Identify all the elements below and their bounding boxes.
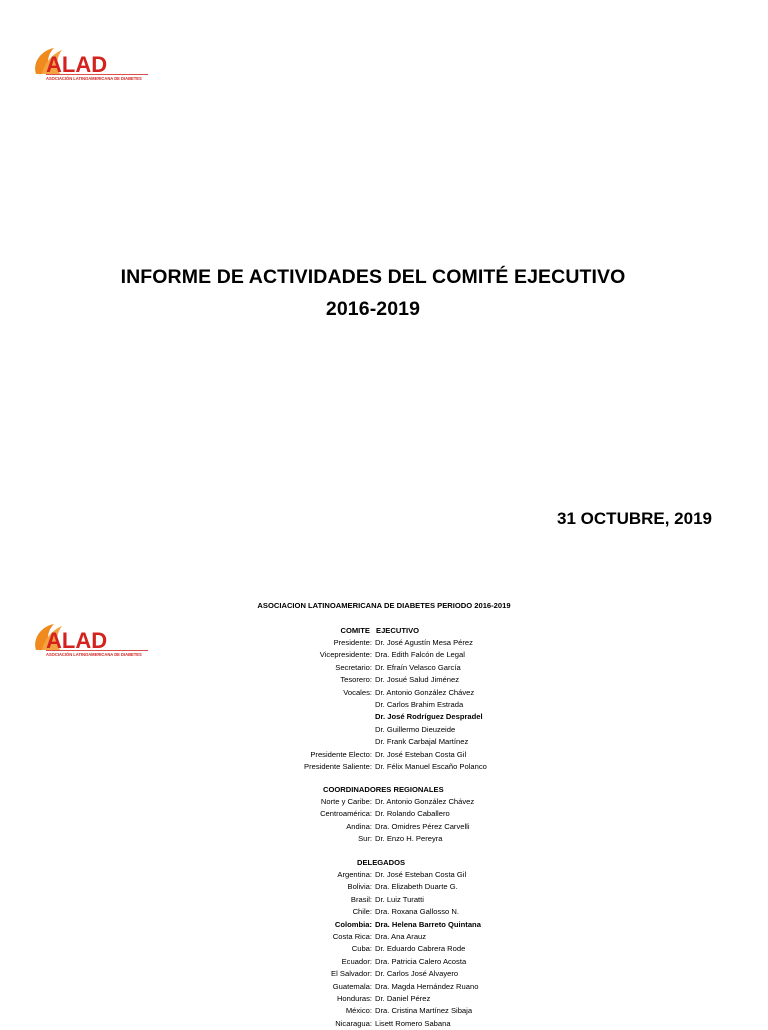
roster-member-name: Dr. José Esteban Costa Gil	[375, 749, 467, 759]
report-period: 2016-2019	[325, 298, 421, 320]
roster-row	[0, 649, 768, 661]
roster-row	[0, 808, 768, 820]
roster-row	[0, 833, 768, 845]
roster-row	[0, 869, 768, 881]
roster-row	[0, 931, 768, 943]
coordinadores-list	[0, 796, 768, 846]
roster-heading: ASOCIACION LATINOAMERICANA DE DIABETES PERIODO 2016-2019	[257, 601, 511, 610]
roster-member-name: Dr. Carlos Brahim Estrada	[375, 699, 464, 709]
roster-role-label: Bolivia:	[347, 882, 372, 892]
roster-row	[0, 956, 768, 968]
roster-row	[0, 796, 768, 808]
roster-role-label: México:	[345, 1006, 372, 1016]
roster-member-name: Dr. Guillermo Dieuzeide	[375, 724, 456, 734]
roster-role-label: Andina:	[346, 821, 372, 831]
roster-role-label: Vocales:	[343, 687, 372, 697]
roster-member-name: Dr. Antonio González Chávez	[375, 687, 475, 697]
roster-member-name: Dra. Ana Arauz	[375, 931, 427, 941]
roster-role-label: Sur:	[358, 834, 372, 844]
svg-text:ALAD: ALAD	[46, 628, 108, 653]
roster-role-label: Honduras:	[336, 993, 372, 1003]
roster-member-name: Dr. Félix Manuel Escaño Polanco	[375, 761, 487, 771]
roster-member-name: Dr. Josué Salud Jiménez	[375, 675, 459, 685]
roster-row	[0, 662, 768, 674]
roster-row	[0, 674, 768, 686]
roster-row	[0, 736, 768, 748]
roster-member-name: Dr. Daniel Pérez	[375, 993, 431, 1003]
roster-member-name: Dra. Helena Barreto Quintana	[375, 919, 481, 929]
roster-role-label: Ecuador:	[341, 956, 372, 966]
svg-text:ALAD: ALAD	[46, 52, 108, 77]
roster-member-name: Dr. José Esteban Costa Gil	[375, 870, 467, 879]
roster-member-name: Dr. Antonio González Chávez	[375, 797, 475, 806]
roster-member-name: Dr. Carlos José Alvayero	[375, 969, 459, 979]
roster-member-name: Dr. Frank Carbajal Martínez	[375, 737, 469, 747]
roster-role-label: Presidente Saliente:	[304, 761, 372, 771]
roster-row	[0, 894, 768, 906]
roster-member-name: Dra. Omidres Pérez Carvelli	[375, 821, 470, 831]
roster-row	[0, 881, 768, 893]
roster-role-label: Guatemala:	[332, 981, 372, 991]
delegados-list	[0, 869, 768, 1030]
roster-role-label: Presidente:	[333, 638, 372, 647]
roster-row	[0, 761, 768, 773]
coordinadores-heading-text: COORDINADORES REGIONALES	[323, 785, 444, 794]
roster-member-name: Dr. Eduardo Cabrera Rode	[375, 944, 466, 954]
roster-row	[0, 981, 768, 993]
roster-role-label: Costa Rica:	[332, 931, 372, 941]
report-date: 31 OCTUBRE, 2019	[557, 509, 712, 528]
svg-text:ASOCIACIÓN LATINOAMERICANA DE: ASOCIACIÓN LATINOAMERICANA DE DIABETES	[46, 652, 142, 657]
roster-role-label: Tesorero:	[340, 675, 372, 685]
roster-row	[0, 993, 768, 1005]
svg-text:ASOCIACIÓN LATINOAMERICANA DE: ASOCIACIÓN LATINOAMERICANA DE DIABETES	[46, 76, 142, 81]
roster-member-name: Dra. Cristina Martínez Sibaja	[375, 1006, 473, 1016]
comite-heading-right: EJECUTIVO	[376, 626, 420, 635]
roster-role-label: Colombia:	[334, 919, 372, 929]
roster-role-label: Centroamérica:	[320, 809, 372, 819]
roster-member-name: Lisett Romero Sabana	[375, 1018, 451, 1028]
roster-row	[0, 919, 768, 931]
roster-row	[0, 724, 768, 736]
roster-row	[0, 711, 768, 723]
roster-role-label: Vicepresidente:	[319, 650, 372, 660]
roster-row	[0, 1005, 768, 1017]
roster-row	[0, 749, 768, 761]
roster-role-label: El Salvador:	[331, 969, 372, 979]
roster-member-name: Dr. Luiz Turatti	[375, 894, 424, 904]
roster-member-name: Dr. Enzo H. Pereyra	[375, 834, 443, 844]
roster-role-label: Argentina:	[337, 870, 372, 879]
roster-row	[0, 699, 768, 711]
roster-member-name: Dr. Efraín Velasco García	[375, 662, 461, 672]
alad-logo	[32, 44, 150, 84]
roster-row	[0, 943, 768, 955]
roster-member-name: Dra. Patricia Calero Acosta	[375, 956, 467, 966]
roster-member-name: Dra. Roxana Gallosso N.	[375, 907, 459, 917]
roster-role-label: Secretario:	[335, 662, 372, 672]
report-title: INFORME DE ACTIVIDADES DEL COMITÉ EJECUTIVO	[120, 266, 626, 288]
delegados-heading-text: DELEGADOS	[357, 858, 406, 867]
roster-member-name: Dra. Elizabeth Duarte G.	[375, 882, 458, 892]
roster-row	[0, 821, 768, 833]
roster-row	[0, 968, 768, 980]
comite-list	[0, 637, 768, 773]
roster-role-label: Presidente Electo:	[310, 749, 372, 759]
roster-role-label: Norte y Caribe:	[320, 797, 372, 806]
roster-role-label: Nicaragua:	[335, 1018, 372, 1028]
roster-role-label: Chile:	[352, 907, 372, 917]
roster-member-name: Dra. Edith Falcón de Legal	[375, 650, 465, 660]
roster-member-name: Dr. Rolando Caballero	[375, 809, 450, 819]
comite-heading-left: COMITE	[340, 626, 370, 635]
roster-row	[0, 906, 768, 918]
roster-role-label: Cuba:	[351, 944, 372, 954]
roster-role-label: Brasil:	[350, 894, 372, 904]
roster-row	[0, 637, 768, 649]
roster-member-name: Dra. Magda Hernández Ruano	[375, 981, 479, 991]
roster-row	[0, 687, 768, 699]
roster-member-name: Dr. José Rodríguez Despradel	[375, 712, 483, 722]
roster-member-name: Dr. José Agustín Mesa Pérez	[375, 638, 473, 647]
